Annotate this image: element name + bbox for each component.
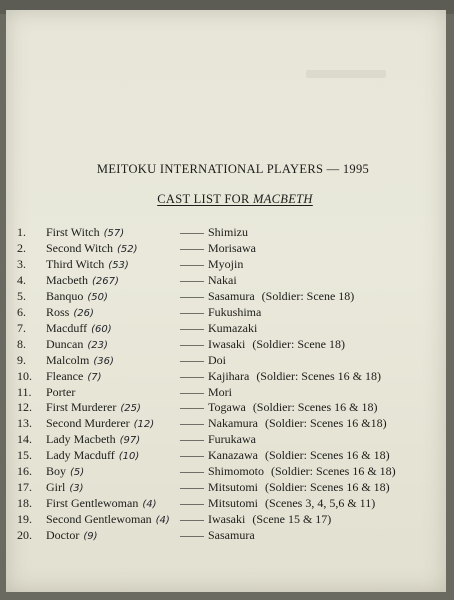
role-text: First Gentlewoman <box>46 496 139 511</box>
dash-separator: —— <box>180 288 204 303</box>
cast-row <box>0 289 454 305</box>
actor-entry <box>180 337 345 352</box>
cast-row <box>0 385 454 401</box>
role-name <box>46 528 98 543</box>
role-name <box>46 337 108 352</box>
cast-row <box>0 480 454 496</box>
cast-row <box>0 512 454 528</box>
actor-name: Fukushima <box>208 304 262 319</box>
role-text: Third Witch <box>46 256 105 271</box>
role-text: Second Gentlewoman <box>46 512 152 527</box>
cast-row <box>0 353 454 369</box>
actor-name: Nakamura <box>208 416 258 431</box>
actor-entry <box>180 241 256 256</box>
role-text: Macbeth <box>46 272 88 287</box>
document-title: MEITOKU INTERNATIONAL PLAYERS — 1995 <box>96 162 370 176</box>
handwritten-count: (60) <box>91 323 112 335</box>
actor-entry <box>180 385 232 400</box>
role-text: Porter <box>46 384 76 399</box>
dash-separator: —— <box>180 336 204 351</box>
actor-entry <box>180 369 381 384</box>
actor-name: Iwasaki <box>208 336 246 351</box>
handwritten-count: (52) <box>116 243 138 255</box>
handwritten-count: (57) <box>103 228 125 239</box>
role-name <box>46 241 137 256</box>
role-text: Girl <box>46 480 66 495</box>
dash-separator: —— <box>180 448 204 463</box>
dash-separator: —— <box>180 256 204 271</box>
cast-row <box>0 416 454 432</box>
handwritten-count: (4) <box>155 515 170 527</box>
row-number: 2. <box>17 240 26 255</box>
row-number: 13. <box>17 416 32 431</box>
dash-separator: —— <box>180 240 204 255</box>
row-number: 5. <box>17 288 26 303</box>
dash-separator: —— <box>180 496 204 511</box>
handwritten-count: (25) <box>120 403 141 415</box>
cast-list-heading <box>8 192 454 207</box>
row-number: 17. <box>17 480 32 495</box>
dash-separator: —— <box>180 368 204 383</box>
dash-separator: —— <box>180 512 204 527</box>
dash-separator: —— <box>180 384 204 399</box>
handwritten-count: (36) <box>93 355 114 367</box>
role-name <box>46 353 114 368</box>
row-number: 3. <box>17 256 26 271</box>
row-number: 20. <box>17 528 32 543</box>
dash-separator: —— <box>180 416 204 431</box>
row-number: 9. <box>17 352 26 367</box>
row-number: 12. <box>17 400 32 415</box>
actor-name: Doi <box>208 352 226 367</box>
actor-entry <box>180 400 377 415</box>
actor-entry <box>180 353 226 368</box>
role-name <box>46 400 141 415</box>
cast-row <box>0 369 454 385</box>
row-number: 11. <box>17 384 32 399</box>
role-text: Ross <box>46 304 70 319</box>
role-name <box>46 289 108 304</box>
role-text: Doctor <box>46 528 80 543</box>
row-number: 7. <box>17 320 26 335</box>
role-name <box>46 305 94 320</box>
cast-row <box>0 241 454 257</box>
role-text: Second Murderer <box>46 416 130 431</box>
dash-separator: —— <box>180 352 204 367</box>
role-text: Lady Macduff <box>46 448 115 463</box>
role-note: (Soldier: Scenes 16 &18) <box>264 416 387 431</box>
cast-row <box>0 400 454 416</box>
role-note: (Scene 15 & 17) <box>252 512 332 527</box>
role-note: (Soldier: Scene 18) <box>252 336 345 351</box>
role-text: Malcolm <box>46 352 90 367</box>
role-note: (Soldier: Scenes 16 & 18) <box>265 480 390 495</box>
role-name <box>46 273 119 288</box>
row-number: 6. <box>17 304 26 319</box>
role-text: Banquo <box>46 288 84 303</box>
actor-entry <box>180 512 331 527</box>
role-text: First Murderer <box>46 400 117 415</box>
cast-row <box>0 321 454 337</box>
row-number: 16. <box>17 464 32 479</box>
actor-entry <box>180 432 256 447</box>
role-name <box>46 432 140 447</box>
actor-entry <box>180 305 261 320</box>
actor-name: Nakai <box>208 272 237 287</box>
role-text: Fleance <box>46 368 84 383</box>
handwritten-count: (53) <box>108 259 129 271</box>
role-name <box>46 464 84 479</box>
actor-name: Mitsutomi <box>208 496 259 511</box>
actor-name: Shimomoto <box>208 464 265 479</box>
role-note: (Scenes 3, 4, 5,6 & 11) <box>265 496 376 511</box>
handwritten-count: (3) <box>69 483 84 495</box>
actor-entry <box>180 528 255 543</box>
role-name <box>46 385 75 400</box>
role-text: First Witch <box>46 225 100 239</box>
actor-entry <box>180 289 354 304</box>
row-number: 18. <box>17 496 32 511</box>
role-text: Boy <box>46 464 67 479</box>
dash-separator: —— <box>180 400 204 415</box>
role-name <box>46 369 101 384</box>
handwritten-count: (23) <box>87 339 108 351</box>
dash-separator: —— <box>180 320 204 335</box>
actor-name: Kanazawa <box>208 448 258 463</box>
role-note: (Soldier: Scenes 16 & 18) <box>252 400 378 415</box>
role-text: Macduff <box>46 320 88 335</box>
handwritten-count: (10) <box>118 451 140 463</box>
dash-separator: —— <box>180 528 204 543</box>
cast-list-prefix: CAST LIST FOR <box>157 192 254 206</box>
handwritten-count: (97) <box>119 435 141 447</box>
actor-name: Kumazaki <box>208 320 258 335</box>
role-name <box>46 448 139 463</box>
handwritten-count: (26) <box>73 307 94 319</box>
actor-name: Iwasaki <box>208 512 246 527</box>
role-note: (Soldier: Scene 18) <box>261 288 355 303</box>
dash-separator: —— <box>180 304 204 319</box>
actor-entry <box>180 225 248 240</box>
handwritten-count: (5) <box>70 467 85 479</box>
actor-name: Kajihara <box>208 368 250 383</box>
row-number: 10. <box>17 368 32 383</box>
handwritten-count: (7) <box>87 371 102 383</box>
cast-row <box>0 257 454 273</box>
role-name <box>46 480 84 495</box>
actor-name: Morisawa <box>208 240 256 255</box>
actor-entry <box>180 448 390 463</box>
dash-separator: —— <box>180 480 204 495</box>
faint-show-through <box>306 70 386 78</box>
role-name <box>46 225 124 240</box>
actor-entry <box>180 464 396 479</box>
role-name <box>46 257 129 272</box>
dash-separator: —— <box>180 272 204 287</box>
cast-row <box>0 448 454 464</box>
cast-row <box>0 225 454 241</box>
actor-entry <box>180 416 387 431</box>
handwritten-count: (9) <box>83 531 98 543</box>
row-number: 19. <box>17 512 32 527</box>
actor-name: Myojin <box>208 256 244 271</box>
handwritten-count: (4) <box>142 499 157 511</box>
row-number: 14. <box>17 432 32 447</box>
role-text: Duncan <box>46 336 84 351</box>
cast-row <box>0 464 454 480</box>
role-text: Second Witch <box>46 240 113 255</box>
dash-separator: —— <box>180 464 204 479</box>
actor-entry <box>180 480 390 495</box>
role-name <box>46 496 157 511</box>
dash-separator: —— <box>180 432 204 447</box>
play-title: MACBETH <box>253 192 313 206</box>
actor-name: Shimizu <box>208 225 249 239</box>
role-name <box>46 416 154 431</box>
row-number: 1. <box>17 225 26 239</box>
actor-name: Mori <box>208 384 232 399</box>
handwritten-count: (12) <box>133 419 155 431</box>
role-text: Lady Macbeth <box>46 432 116 447</box>
role-name <box>46 512 170 527</box>
cast-row <box>0 496 454 512</box>
row-number: 4. <box>17 272 26 287</box>
row-number: 8. <box>17 336 26 351</box>
actor-name: Furukawa <box>208 432 256 447</box>
handwritten-count: (50) <box>87 291 108 303</box>
role-note: (Soldier: Scenes 16 & 18) <box>271 464 396 479</box>
actor-name: Togawa <box>208 400 246 415</box>
cast-row <box>0 273 454 289</box>
actor-name: Sasamura <box>208 528 255 543</box>
role-name <box>46 321 112 336</box>
cast-row <box>0 337 454 353</box>
handwritten-count: (267) <box>91 275 119 287</box>
actor-name: Sasamura <box>208 288 255 303</box>
role-note: (Soldier: Scenes 16 & 18) <box>256 368 381 383</box>
actor-entry <box>180 273 237 288</box>
role-note: (Soldier: Scenes 16 & 18) <box>264 448 390 463</box>
cast-row <box>0 305 454 321</box>
actor-name: Mitsutomi <box>208 480 259 495</box>
cast-row <box>0 432 454 448</box>
dash-separator: —— <box>180 225 204 239</box>
row-number: 15. <box>17 448 32 463</box>
cast-row <box>0 528 454 544</box>
actor-entry <box>180 257 243 272</box>
actor-entry <box>180 321 257 336</box>
actor-entry <box>180 496 375 511</box>
